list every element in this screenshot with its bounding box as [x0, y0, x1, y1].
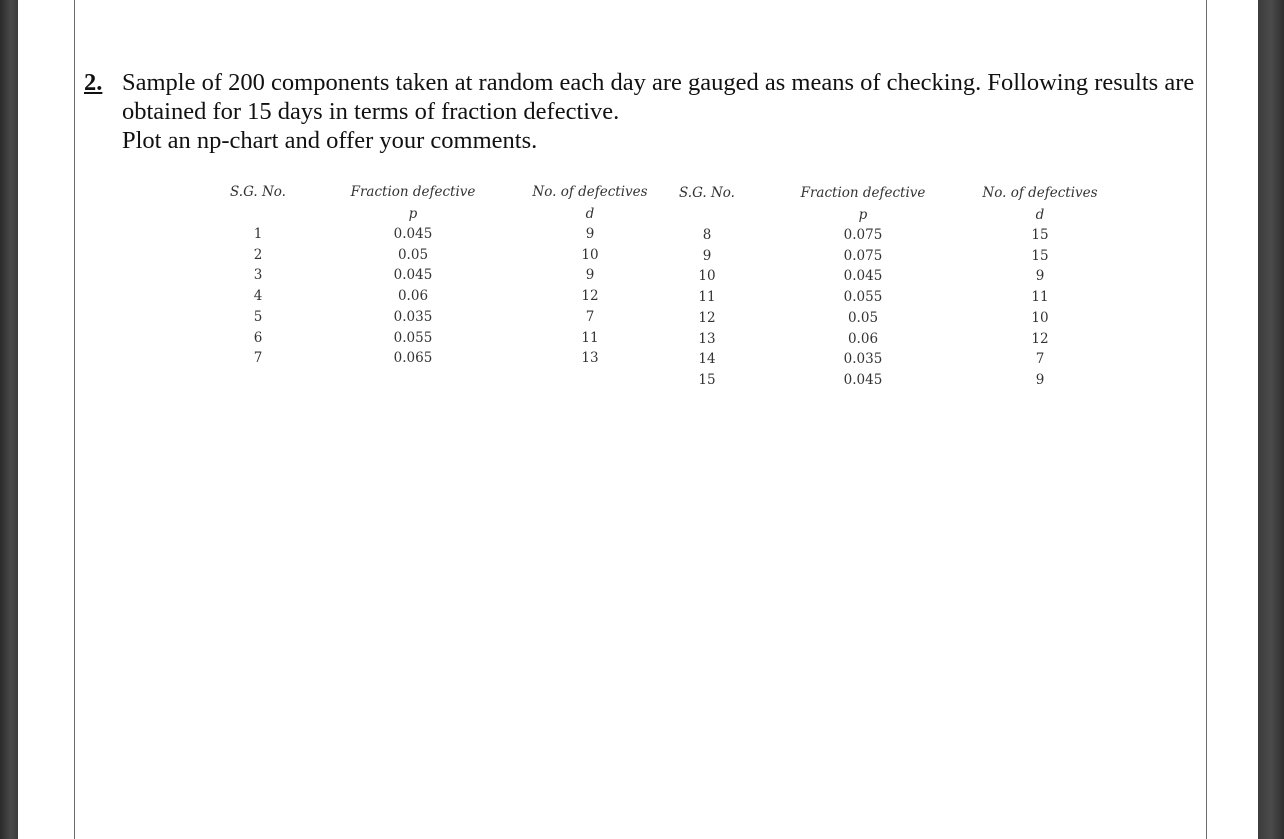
- table-cell: 0.075: [843, 227, 883, 243]
- table-cell: 10: [581, 246, 599, 263]
- table-cell: 12: [1031, 330, 1049, 347]
- table-cell: 9: [585, 226, 595, 242]
- table-cell: 9: [1035, 268, 1045, 285]
- table-cell: 0.055: [843, 289, 883, 306]
- defectives-table: [18, 0, 1258, 839]
- table-cell: 0.06: [847, 330, 879, 347]
- table-cell: 7: [1035, 351, 1045, 368]
- question-line-2-text: obtained for 15 days in terms of fraction defective.: [122, 98, 620, 125]
- table-cell: 15: [1031, 247, 1049, 264]
- table-cell: 10: [1031, 309, 1049, 326]
- viewer-right-edge: [1258, 0, 1284, 839]
- table-cell: 0.075: [843, 247, 883, 264]
- table-cell: 4: [253, 288, 263, 305]
- column-header: No. of defectives: [532, 184, 648, 200]
- table-cell: 12: [581, 288, 599, 305]
- table-cell: 3: [253, 267, 263, 284]
- column-symbol: p: [858, 207, 868, 223]
- column-header: Fraction defective: [800, 185, 926, 201]
- table-cell: 11: [1031, 289, 1049, 306]
- table-cell: 0.035: [843, 351, 883, 368]
- table-cell: 9: [1035, 371, 1045, 388]
- table-cell: 0.045: [393, 226, 433, 242]
- table-cell: 0.065: [393, 350, 433, 367]
- table-cell: 0.045: [843, 268, 883, 285]
- table-cell: 5: [253, 308, 263, 325]
- column-header: Fraction defective: [350, 184, 476, 200]
- column-header: No. of defectives: [982, 185, 1098, 201]
- table-cell: 15: [1031, 227, 1049, 243]
- table-cell: 12: [698, 309, 716, 326]
- table-cell: 13: [581, 350, 599, 367]
- table-cell: 0.045: [393, 267, 433, 284]
- column-symbol: d: [585, 206, 595, 222]
- table-cell: 9: [585, 267, 595, 284]
- table-cell: 11: [581, 329, 599, 346]
- question-number: 2.: [84, 69, 103, 96]
- table-cell: 11: [698, 289, 716, 306]
- question-line-3-text: Plot an np-chart and offer your comments.: [122, 127, 538, 154]
- table-cell: 0.05: [847, 309, 879, 326]
- table-cell: 10: [698, 268, 716, 285]
- table-cell: 9: [702, 247, 712, 264]
- viewer-left-edge: [0, 0, 18, 839]
- table-cell: 14: [698, 351, 716, 368]
- column-symbol: d: [1035, 207, 1045, 223]
- table-cell: 6: [253, 329, 263, 346]
- column-header: S.G. No.: [230, 184, 286, 200]
- table-cell: 0.035: [393, 308, 433, 325]
- question-line-1-text: Sample of 200 components taken at random each day are gauged as means of checking. Following results are: [122, 69, 1195, 96]
- table-cell: 15: [698, 371, 716, 388]
- table-cell: 2: [253, 246, 263, 263]
- table-cell: 8: [702, 227, 712, 243]
- column-header: S.G. No.: [679, 185, 735, 201]
- table-cell: 0.045: [843, 371, 883, 388]
- table-cell: 0.06: [397, 288, 429, 305]
- table-cell: 0.05: [397, 246, 429, 263]
- table-cell: 1: [253, 226, 263, 242]
- table-cell: 7: [253, 350, 263, 367]
- column-symbol: p: [408, 206, 418, 222]
- table-cell: 7: [585, 308, 595, 325]
- table-cell: 0.055: [393, 329, 433, 346]
- document-page: [18, 0, 1258, 839]
- table-cell: 13: [698, 330, 716, 347]
